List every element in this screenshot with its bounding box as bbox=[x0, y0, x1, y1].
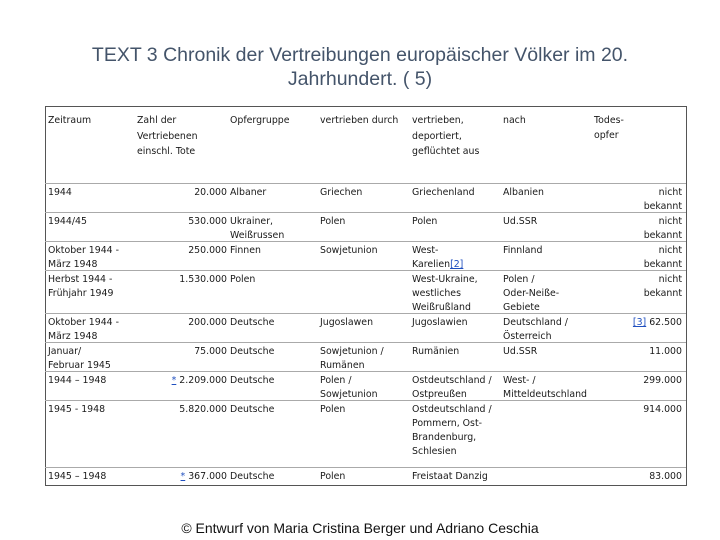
header-zahl-line-3: einschl. Tote bbox=[137, 146, 196, 157]
cell-zahl bbox=[130, 215, 227, 229]
cell-todesopfer bbox=[590, 244, 682, 258]
cell-durch: Sowjetunion / bbox=[320, 346, 384, 357]
row-separator bbox=[45, 270, 686, 271]
cell-nach: Österreich bbox=[503, 331, 552, 342]
cell-durch: Sowjetunion bbox=[320, 245, 378, 256]
footer-credit: © Entwurf von Maria Cristina Berger und Adriano Ceschia bbox=[181, 520, 539, 536]
row-separator bbox=[45, 400, 686, 401]
cell-todesopfer bbox=[590, 403, 682, 417]
title-line-2: Jahrhundert. ( 5) bbox=[287, 68, 433, 90]
cell-gruppe: Albaner bbox=[230, 187, 267, 198]
cell-zeitraum: 1945 - 1948 bbox=[48, 404, 106, 415]
cell-gruppe: Deutsche bbox=[230, 404, 275, 415]
row-separator bbox=[45, 342, 686, 343]
cell-zahl-value: 5.820.000 bbox=[179, 404, 227, 415]
cell-zahl bbox=[130, 186, 227, 200]
cell-zeitraum: 1945 – 1948 bbox=[48, 471, 107, 482]
cell-aus: Ostdeutschland / bbox=[412, 404, 492, 415]
cell-gruppe: Deutsche bbox=[230, 375, 275, 386]
header-todes-line-2: opfer bbox=[594, 130, 619, 141]
cell-durch: Griechen bbox=[320, 187, 363, 198]
cell-todesopfer bbox=[590, 470, 682, 484]
cell-todesopfer-value: bekannt bbox=[643, 230, 682, 241]
cell-durch: Polen bbox=[320, 471, 346, 482]
cell-zahl bbox=[130, 316, 227, 330]
cell-durch: Polen bbox=[320, 404, 346, 415]
cell-todesopfer bbox=[590, 273, 682, 287]
header-vertrieben-line-2: deportiert, bbox=[412, 131, 462, 142]
cell-nach: Albanien bbox=[503, 187, 544, 198]
cell-todesopfer-value: nicht bbox=[658, 274, 682, 285]
cell-zahl-value: 20.000 bbox=[194, 187, 227, 198]
cell-zeitraum: Januar/ bbox=[48, 346, 82, 357]
cell-nach: Deutschland / bbox=[503, 317, 568, 328]
footnote-link[interactable]: [3] bbox=[632, 317, 647, 328]
cell-aus: West- bbox=[412, 245, 439, 256]
header-vertrieben-line-1: vertrieben, bbox=[412, 115, 464, 126]
cell-durch: Polen bbox=[320, 216, 346, 227]
cell-zahl-value: 75.000 bbox=[194, 346, 227, 357]
cell-nach: Oder-Neiße- bbox=[503, 288, 560, 299]
cell-todesopfer bbox=[590, 186, 682, 200]
cell-zahl-value: 367.000 bbox=[188, 471, 227, 482]
cell-zahl-value: 250.000 bbox=[188, 245, 227, 256]
cell-aus: Schlesien bbox=[412, 446, 457, 457]
cell-aus: Polen bbox=[412, 216, 438, 227]
cell-todesopfer-value: nicht bbox=[658, 216, 682, 227]
cell-durch: Polen / bbox=[320, 375, 352, 386]
cell-todesopfer bbox=[590, 345, 682, 359]
cell-zeitraum: 1944/45 bbox=[48, 216, 87, 227]
cell-gruppe: Deutsche bbox=[230, 317, 275, 328]
cell-nach: Polen / bbox=[503, 274, 535, 285]
footnote-link[interactable]: * bbox=[171, 375, 177, 386]
cell-todesopfer-value: 62.500 bbox=[649, 317, 682, 328]
cell-zahl bbox=[130, 244, 227, 258]
cell-zahl bbox=[130, 374, 227, 388]
header-zahl-line-2: Vertriebenen bbox=[137, 131, 198, 142]
cell-zahl bbox=[130, 273, 227, 287]
cell-gruppe: Polen bbox=[230, 274, 256, 285]
footnote-link[interactable]: [2] bbox=[450, 259, 464, 270]
cell-zahl-value: 530.000 bbox=[188, 216, 227, 227]
cell-nach: Finnland bbox=[503, 245, 543, 256]
cell-aus: Brandenburg, bbox=[412, 432, 477, 443]
header-zeitraum: Zeitraum bbox=[48, 115, 92, 126]
title-line-1: TEXT 3 Chronik der Vertreibungen europäischer Völker im 20. bbox=[91, 44, 629, 66]
row-separator bbox=[45, 467, 686, 468]
cell-nach: Gebiete bbox=[503, 302, 540, 313]
cell-aus: Jugoslawien bbox=[412, 317, 468, 328]
cell-zeitraum: 1944 – 1948 bbox=[48, 375, 107, 386]
cell-todesopfer bbox=[590, 316, 682, 330]
cell-zeitraum: Frühjahr 1949 bbox=[48, 288, 114, 299]
cell-todesopfer-value: bekannt bbox=[643, 201, 682, 212]
cell-zeitraum: März 1948 bbox=[48, 259, 98, 270]
page-title bbox=[20, 43, 700, 91]
row-separator bbox=[45, 241, 686, 242]
cell-nach: Mitteldeutschland bbox=[503, 389, 587, 400]
cell-todesopfer-value: bekannt bbox=[643, 288, 682, 299]
cell-gruppe: Deutsche bbox=[230, 471, 275, 482]
cell-aus: Ostdeutschland / bbox=[412, 375, 492, 386]
cell-todesopfer-value: nicht bbox=[658, 245, 682, 256]
cell-zahl-value: 2.209.000 bbox=[179, 375, 227, 386]
cell-zahl bbox=[130, 470, 227, 484]
cell-zahl bbox=[130, 345, 227, 359]
cell-zeitraum: Herbst 1944 - bbox=[48, 274, 113, 285]
cell-gruppe: Weißrussen bbox=[230, 230, 285, 241]
cell-nach: Ud.SSR bbox=[503, 216, 538, 227]
header-nach: nach bbox=[503, 115, 526, 126]
footnote-link[interactable]: * bbox=[180, 471, 186, 482]
cell-zahl bbox=[130, 403, 227, 417]
row-separator bbox=[45, 313, 686, 314]
cell-zeitraum: Oktober 1944 - bbox=[48, 317, 119, 328]
header-vertrieben-line-3: geflüchtet aus bbox=[412, 146, 480, 157]
cell-gruppe: Deutsche bbox=[230, 346, 275, 357]
cell-aus: Rumänien bbox=[412, 346, 460, 357]
cell-zeitraum: Oktober 1944 - bbox=[48, 245, 119, 256]
cell-zahl-value: 200.000 bbox=[188, 317, 227, 328]
cell-durch: Jugoslawen bbox=[320, 317, 374, 328]
row-separator bbox=[45, 183, 686, 184]
cell-todesopfer-value: 914.000 bbox=[643, 404, 682, 415]
cell-zeitraum: Februar 1945 bbox=[48, 360, 111, 371]
cell-aus: Griechenland bbox=[412, 187, 475, 198]
cell-nach: West- / bbox=[503, 375, 536, 386]
cell-zahl-value: 1.530.000 bbox=[179, 274, 227, 285]
cell-aus: Karelien[2] bbox=[412, 259, 464, 270]
cell-todesopfer-value: 299.000 bbox=[643, 375, 682, 386]
cell-aus: westliches bbox=[412, 288, 461, 299]
cell-aus: Weißrußland bbox=[412, 302, 471, 313]
header-opfergruppe: Opfergruppe bbox=[230, 115, 290, 126]
cell-todesopfer bbox=[590, 374, 682, 388]
cell-durch: Rumänen bbox=[320, 360, 365, 371]
cell-aus: Pommern, Ost- bbox=[412, 418, 483, 429]
cell-nach: Ud.SSR bbox=[503, 346, 538, 357]
cell-todesopfer bbox=[590, 287, 682, 301]
header-zahl-line-1: Zahl der bbox=[137, 115, 177, 126]
cell-durch: Sowjetunion bbox=[320, 389, 378, 400]
cell-aus: Freistaat Danzig bbox=[412, 471, 488, 482]
cell-todesopfer-value: 83.000 bbox=[649, 471, 682, 482]
header-vertrieben-durch: vertrieben durch bbox=[320, 115, 399, 126]
row-separator bbox=[45, 371, 686, 372]
cell-aus: Ostpreußen bbox=[412, 389, 467, 400]
cell-todesopfer-value: nicht bbox=[658, 187, 682, 198]
cell-zeitraum: 1944 bbox=[48, 187, 72, 198]
cell-gruppe: Finnen bbox=[230, 245, 261, 256]
row-separator bbox=[45, 212, 686, 213]
cell-todesopfer-value: bekannt bbox=[643, 259, 682, 270]
cell-aus: West-Ukraine, bbox=[412, 274, 478, 285]
header-todes-line-1: Todes- bbox=[594, 115, 624, 126]
cell-todesopfer-value: 11.000 bbox=[649, 346, 682, 357]
cell-gruppe: Ukrainer, bbox=[230, 216, 274, 227]
cell-zeitraum: März 1948 bbox=[48, 331, 98, 342]
cell-todesopfer bbox=[590, 215, 682, 229]
